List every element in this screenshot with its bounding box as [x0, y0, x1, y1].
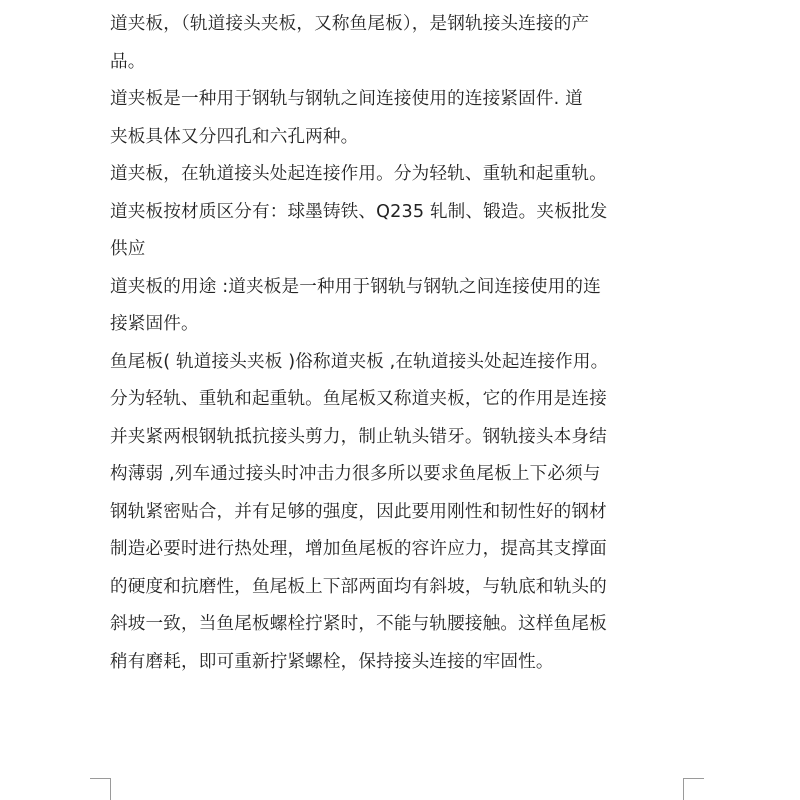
- text-line: 道夹板，（轨道接头夹板，又称鱼尾板），是钢轨接头连接的产: [110, 14, 590, 34]
- text-line: 钢轨紧密贴合，并有足够的强度，因此要用刚性和韧性好的钢材: [110, 501, 607, 522]
- document-body: [110, 6, 692, 681]
- page-margin-corner-left: [90, 778, 111, 800]
- text-line: 并夹紧两根钢轨抵抗接头剪力，制止轨头错牙。钢轨接头本身结: [110, 426, 607, 447]
- text-line: 构薄弱 ,列车通过接头时冲击力很多所以要求鱼尾板上下必须与: [110, 464, 601, 484]
- text-line: 稍有磨耗，即可重新拧紧螺栓，保持接头连接的牢固性。: [110, 651, 554, 672]
- text-line: 供应: [110, 239, 146, 259]
- text-line: 品。: [110, 51, 146, 72]
- text-line: 夹板具体又分四孔和六孔两种。: [110, 126, 359, 147]
- page-margin-corner-right: [683, 778, 704, 800]
- text-line: 道夹板按材质区分有：球墨铸铁、Q235 轧制、锻造。夹板批发: [110, 201, 608, 222]
- text-line: 道夹板是一种用于钢轨与钢轨之间连接使用的连接紧固件. 道: [110, 89, 583, 109]
- text-line: 道夹板，在轨道接头处起连接作用。分为轻轨、重轨和起重轨。: [110, 164, 607, 184]
- text-line: 制造必要时进行热处理，增加鱼尾板的容许应力，提高其支撑面: [110, 539, 607, 559]
- text-line: 道夹板的用途 :道夹板是一种用于钢轨与钢轨之间连接使用的连: [110, 276, 601, 297]
- text-line: 的硬度和抗磨性，鱼尾板上下部两面均有斜坡，与轨底和轨头的: [110, 576, 607, 597]
- text-line: 接紧固件。: [110, 314, 199, 334]
- text-line: 斜坡一致，当鱼尾板螺栓拧紧时，不能与轨腰接触。这样鱼尾板: [110, 614, 607, 634]
- text-line: 鱼尾板( 轨道接头夹板 )俗称道夹板 ,在轨道接头处起连接作用。: [110, 351, 609, 372]
- text-line: 分为轻轨、重轨和起重轨。鱼尾板又称道夹板，它的作用是连接: [110, 389, 607, 409]
